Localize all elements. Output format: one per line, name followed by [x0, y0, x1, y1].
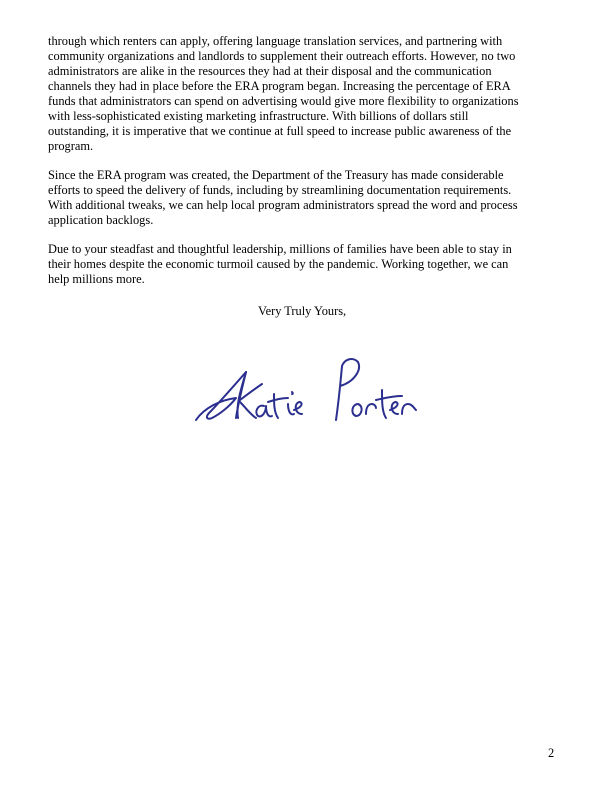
text-line: application backlogs.: [48, 213, 154, 227]
text-line: channels they had in place before the ERA program began. Increasing the percentage of ERA: [48, 79, 511, 93]
text-line: Since the ERA program was created, the Department of the Treasury has made considerable: [48, 168, 504, 182]
text-line: efforts to speed the delivery of funds, including by streamlining documentation requirements.: [48, 183, 512, 197]
paragraph-treasury: [48, 168, 558, 228]
text-line: through which renters can apply, offering language translation services, and partnering with: [48, 34, 503, 48]
page-number: 2: [548, 746, 555, 760]
paragraph-outreach: [48, 34, 558, 154]
text-line: program.: [48, 139, 94, 153]
text-line: their homes despite the economic turmoil caused by the pandemic. Working together, we can: [48, 257, 509, 271]
paragraph-leadership: [48, 242, 558, 287]
text-line: with less-sophisticated existing marketing infrastructure. With billions of dollars still: [48, 109, 469, 123]
text-line: With additional tweaks, we can help local program administrators spread the word and process: [48, 198, 518, 212]
text-line: funds that administrators can spend on advertising would give more flexibility to organizations: [48, 94, 519, 108]
letter-body: [48, 34, 558, 301]
text-line: Due to your steadfast and thoughtful leadership, millions of families have been able to stay in: [48, 242, 512, 256]
text-line: outstanding, it is imperative that we continue at full speed to increase public awareness of the: [48, 124, 512, 138]
closing-salutation: Very Truly Yours,: [258, 304, 347, 318]
text-line: community organizations and landlords to supplement their outreach efforts. However, no two: [48, 49, 516, 63]
text-line: help millions more.: [48, 272, 145, 286]
handwritten-signature: [190, 348, 430, 438]
text-line: administrators are alike in the resources they had at their disposal and the communication: [48, 64, 492, 78]
